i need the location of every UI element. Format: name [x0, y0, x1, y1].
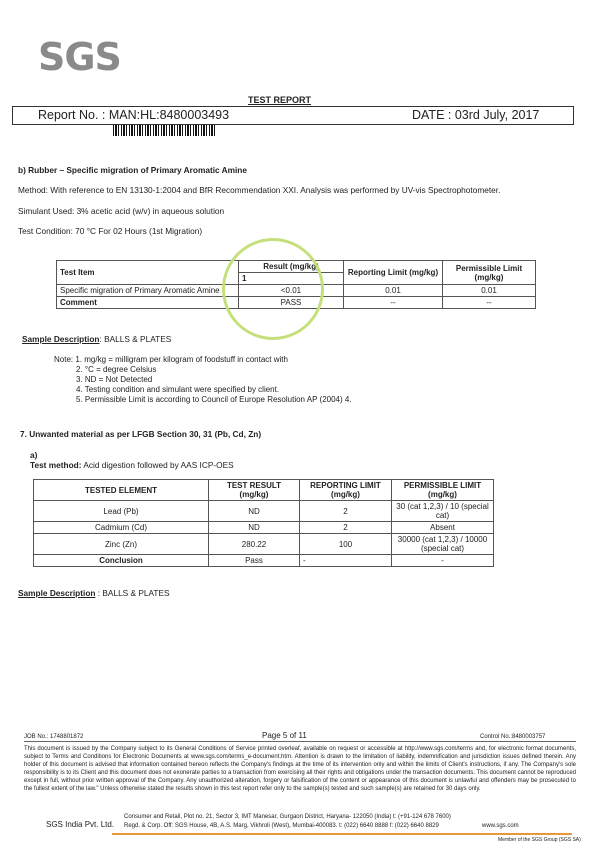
section-7-heading: 7. Unwanted material as per LFGB Section 30, 31 (Pb, Cd, Zn)	[20, 429, 262, 439]
report-title: TEST REPORT	[248, 95, 312, 105]
footer-bar	[112, 833, 572, 835]
method-label: Test method:	[30, 460, 82, 470]
sgs-logo: SGS	[38, 35, 121, 79]
header-result-sub: 1	[239, 273, 344, 285]
highlight-circle	[222, 238, 324, 340]
notes	[54, 355, 352, 405]
control-number: Control No.:8480003757	[480, 734, 546, 740]
table-cell: Comment	[57, 297, 239, 309]
report-date: DATE : 03rd July, 2017	[412, 108, 540, 122]
table-cell: <0.01	[239, 285, 344, 297]
barcode	[113, 125, 215, 136]
header-result: Result (mg/kg)	[239, 261, 344, 273]
table-cell: Cadmium (Cd)	[34, 522, 209, 534]
section-b-heading: b) Rubber – Specific migration of Primary Aromatic Amine	[18, 165, 247, 175]
note-line: 5. Permissible Limit is according to Council of Europe Resolution AP (2004) 4.	[76, 395, 352, 404]
table-cell: Absent	[392, 522, 494, 534]
table-cell: Lead (Pb)	[34, 501, 209, 522]
header-reporting-limit: REPORTING LIMIT (mg/kg)	[300, 480, 392, 501]
table-cell: ND	[209, 501, 300, 522]
heavy-metals-table	[33, 479, 494, 567]
method-value: Acid digestion followed by AAS ICP-OES	[81, 460, 234, 470]
table-cell: --	[443, 297, 536, 309]
table-cell: Conclusion	[34, 555, 209, 567]
header-test-item: Test Item	[57, 261, 239, 285]
note-line: 2. °C = degree Celsius	[76, 365, 157, 374]
website: www.sgs.com	[482, 823, 519, 829]
header-tested-element: TESTED ELEMENT	[34, 480, 209, 501]
footer-separator	[24, 741, 576, 742]
table-cell: ND	[209, 522, 300, 534]
table-cell: --	[344, 297, 443, 309]
section-7-method	[30, 460, 234, 470]
page-number: Page 5 of 11	[262, 731, 307, 740]
address-line: Regd. & Corp. Off: SGS House, 4B, A.S. Marg, Vikhroli (West), Mumbai-400083. t: (022) 6640 8888 f: (022) 6640 8829	[124, 823, 439, 829]
note-line: 3. ND = Not Detected	[76, 375, 153, 384]
sample-description-7	[18, 588, 170, 598]
table-cell: 100	[300, 534, 392, 555]
header-reporting-limit: Reporting Limit (mg/kg)	[344, 261, 443, 285]
table-cell: 30000 (cat 1,2,3) / 10000 (special cat)	[392, 534, 494, 555]
sample-label: Sample Description	[22, 334, 100, 344]
table-cell: 280.22	[209, 534, 300, 555]
table-cell: -	[392, 555, 494, 567]
sample-description-b	[22, 334, 171, 344]
table-cell: -	[300, 555, 392, 567]
table-cell: Zinc (Zn)	[34, 534, 209, 555]
table-cell: Pass	[209, 555, 300, 567]
member-line: Member of the SGS Group (SGS SA)	[498, 837, 581, 843]
sample-value: : BALLS & PLATES	[95, 588, 170, 598]
disclaimer: This document is issued by the Company subject to its General Conditions of Service printed overleaf, available on request or accessible at http://www.sgs.com/terms and, for electronic format documents, subject to Terms and Conditions for Electronic Documents at www.sgs.com/terms_e-document.htm. Attention is drawn to the limitation of liability, indemnification and jurisdiction issues defined therein. Any holder of this document is advised that information contained hereon reflects the Company's findings at the time of its intervention only and within the limits of Client's instructions, if any. The Company's sole responsibility is to its Client and this document does not exonerate parties to a transaction from exercising all their rights and obligations under the transaction documents. This document cannot be reproduced except in full, without prior written approval of the Company. Any unauthorized alteration, forgery or falsification of the content or appearance of this document is unlawful and offenders may be prosecuted to the fullest extent of the law." Unless otherwise stated the results shown in this test report refer only to the sample(s) tested and such sample(s) are retained for 30 days only.	[24, 746, 576, 792]
job-number: JOB No.: 1748801872	[24, 734, 84, 740]
table-cell: Specific migration of Primary Aromatic Amine	[57, 285, 239, 297]
sample-value: : BALLS & PLATES	[99, 334, 172, 344]
address-line: Consumer and Retail, Plot no. 21, Sector 3, IMT Manesar, Gurgaon District, Haryana- 122050 (India) t: (+91-124 678 7600)	[124, 814, 451, 820]
section-b-condition: Test Condition: 70 °C For 02 Hours (1st Migration)	[18, 226, 203, 236]
header-permissible-limit: Permissible Limit (mg/kg)	[443, 261, 536, 285]
table-cell: 2	[300, 522, 392, 534]
table-cell: 0.01	[443, 285, 536, 297]
sample-label: Sample Description	[18, 588, 96, 598]
table-cell: PASS	[239, 297, 344, 309]
report-number: Report No. : MAN:HL:8480003493	[38, 108, 230, 122]
table-cell: 0.01	[344, 285, 443, 297]
section-7-sub: a)	[30, 450, 38, 460]
section-b-method: Method: With reference to EN 13130-1:2004 and BfR Recommendation XXI. Analysis was performed by UV-vis Spectrophotometer.	[18, 185, 501, 195]
table-cell: 2	[300, 501, 392, 522]
header-permissible-limit: PERMISSIBLE LIMIT (mg/kg)	[392, 480, 494, 501]
section-b-simulant: Simulant Used: 3% acetic acid (w/v) in aqueous solution	[18, 206, 225, 216]
note-line: Note: 1. mg/kg = milligram per kilogram of foodstuff in contact with	[54, 355, 288, 364]
header-test-result: TEST RESULT (mg/kg)	[209, 480, 300, 501]
table-cell: 30 (cat 1,2,3) / 10 (special cat)	[392, 501, 494, 522]
note-line: 4. Testing condition and simulant were specified by client.	[76, 385, 280, 394]
company-name: SGS India Pvt. Ltd.	[46, 820, 115, 829]
